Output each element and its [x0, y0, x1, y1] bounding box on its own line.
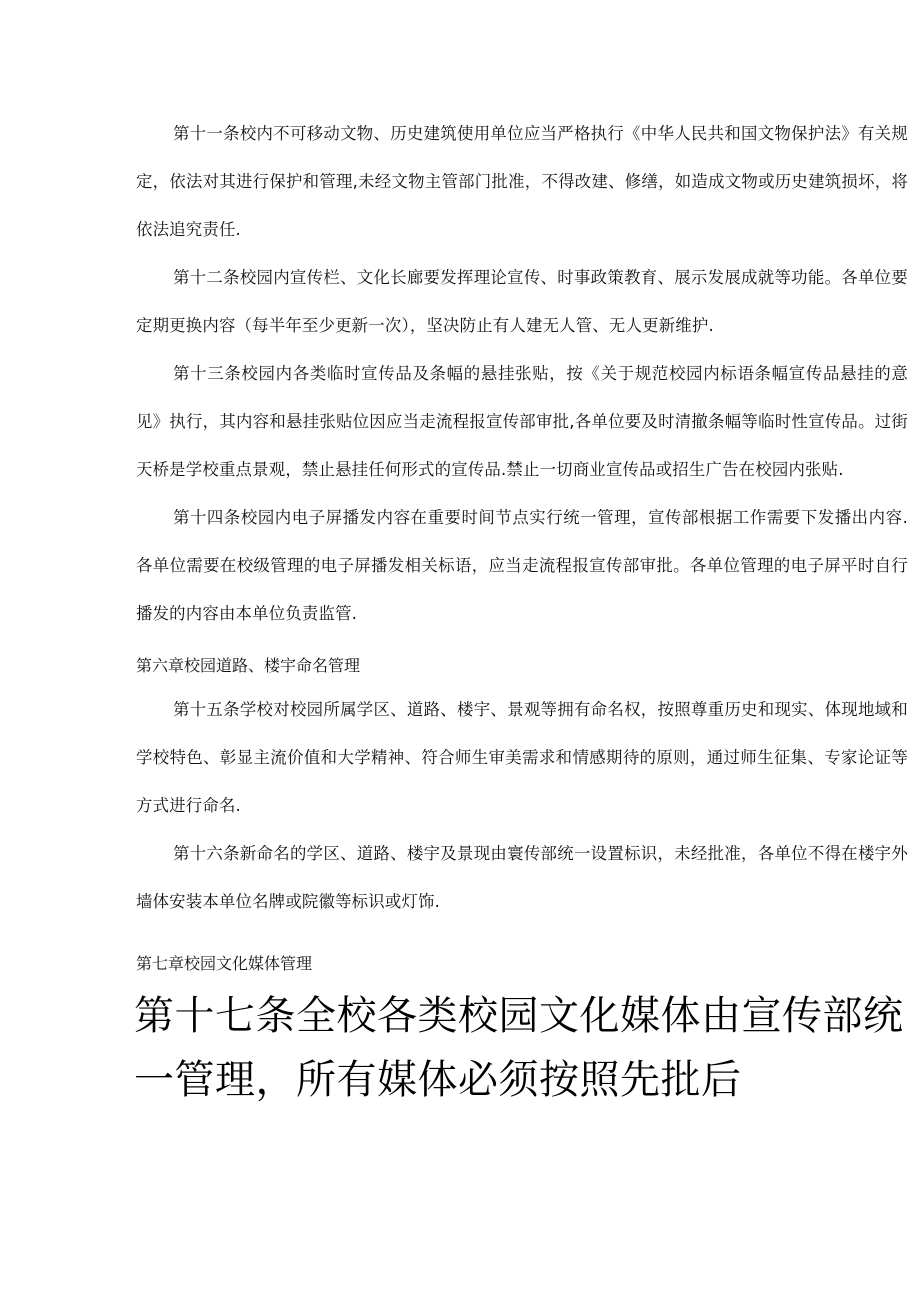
- article-17-large-text: 第十七条全校各类校园文化媒体由宣传部统一管理，所有媒体必须按照先批后: [134, 993, 904, 1103]
- article-16-paragraph: 第十六条新命名的学区、道路、楼宇及景现由寰传部统一设置标识，未经批准，各单位不得在楼宇外墙体安装本单位名牌或院徽等标识或灯饰.: [136, 844, 908, 911]
- article-12-paragraph: 第十二条校园内宣传栏、文化长廊要发挥理论宣传、时事政策教育、展示发展成就等功能。各单位要定期更换内容（每半年至少更新一次），坚决防止有人建无人管、无人更新维护.: [136, 268, 908, 335]
- article-13-paragraph: 第十三条校园内各类临时宣传品及条幅的悬挂张贴，按《关于规范校园内标语条幅宣传品悬挂的意见》执行，其内容和悬挂张贴位因应当走流程报宣传部审批,各单位要及时清撤条幅等临时性宣传品。过街天桥是学校重点景观，禁止悬挂任何形式的宣传品.禁止一切商业宣传品或招生广告在校园内张贴.: [136, 364, 908, 479]
- article-15-paragraph: 第十五条学校对校园所属学区、道路、楼宇、景观等拥有命名权，按照尊重历史和现实、体现地域和学校特色、彰显主流价值和大学精神、符合师生审美需求和情感期待的原则，通过师生征集、专家论证等方式进行命名.: [136, 700, 908, 815]
- chapter-7-heading: 第七章校园文化媒体管理: [136, 954, 313, 973]
- chapter-6-heading: 第六章校园道路、楼宇命名管理: [136, 656, 361, 675]
- article-11-paragraph: 第十一条校内不可移动文物、历史建筑使用单位应当严格执行《中华人民共和国文物保护法》有关规定，依法对其进行保护和管理,未经文物主管部门批准，不得改建、修缮，如造成文物或历史建筑损坏，将依法追究责任.: [136, 124, 908, 239]
- article-14-paragraph: 第十四条校园内电子屏播发内容在重要时间节点实行统一管理，宣传部根据工作需要下发播出内容.各单位需要在校级管理的电子屏播发相关标语，应当走流程报宣传部审批。各单位管理的电子屏平时自行播发的内容由本单位负责监管.: [136, 508, 908, 623]
